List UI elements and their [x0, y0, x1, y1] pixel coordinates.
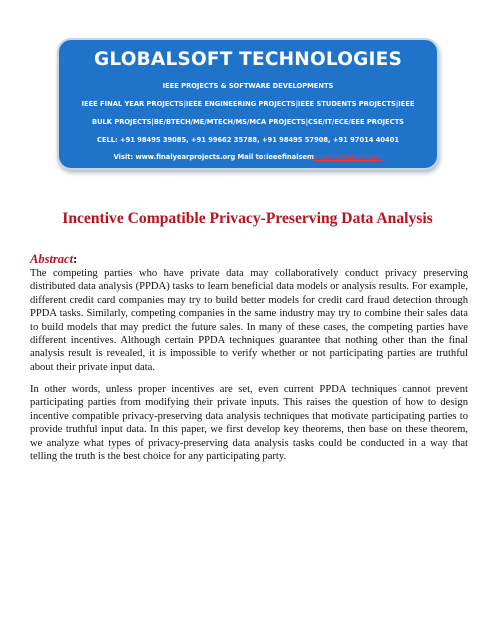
contact-text: Visit: www.finalyearprojects.org Mail to:ieeefinalsem	[113, 153, 314, 161]
abstract-label: Abstract	[30, 252, 74, 266]
banner-phone-line: CELL: +91 98495 39085, +91 99662 35788, +91 98495 57908, +91 97014 40401	[97, 136, 399, 144]
abstract-paragraph-2: In other words, unless proper incentives are set, even current PPDA techniques cannot prevent participating parties from modifying their private inputs. This raises the question of how to design incentive compatible privacy-preserving data analysis techniques that motivate participating parties to provide truthful input data. In this paper, we first develop key theorems, then base on these theorem, we analyze what types of privacy-preserving data analysis tasks could be conducted in a way that telling the truth is the best choice for any participating party.	[30, 384, 468, 463]
paper-title: Incentive Compatible Privacy-Preserving Data Analysis	[62, 210, 433, 227]
banner-services-line: IEEE FINAL YEAR PROJECTS|IEEE ENGINEERING PROJECTS|IEEE STUDENTS PROJECTS|IEEE	[81, 100, 415, 108]
company-banner	[57, 38, 439, 170]
company-name: GLOBALSOFT TECHNOLOGIES	[93, 49, 402, 70]
email-link[interactable]: projects@gmail.com	[313, 153, 383, 161]
banner-tagline: IEEE PROJECTS & SOFTWARE DEVELOPMENTS	[162, 82, 334, 90]
banner-courses-line: BULK PROJECTS|BE/BTECH/ME/MTECH/MS/MCA PROJECTS|CSE/IT/ECE/EEE PROJECTS	[92, 118, 404, 126]
abstract-colon: :	[73, 252, 78, 266]
abstract-heading	[30, 252, 77, 267]
banner-contact-line	[59, 153, 437, 161]
abstract-paragraph-1: The competing parties who have private data may collaboratively conduct privacy preserving distributed data analysis (PPDA) tasks to learn beneficial data models or analysis results. For example, different credit card companies may try to build better models for credit card fraud detection through PPDA tasks. Similarly, competing companies in the same industry may try to combine their sales data to build models that may predict the future sales. In many of these cases, the competing parties have different incentives. Although certain PPDA techniques guarantee that nothing other than the final analysis result is revealed, it is impossible to verify whether or not participating parties are truthful about their private input data.	[30, 268, 468, 373]
